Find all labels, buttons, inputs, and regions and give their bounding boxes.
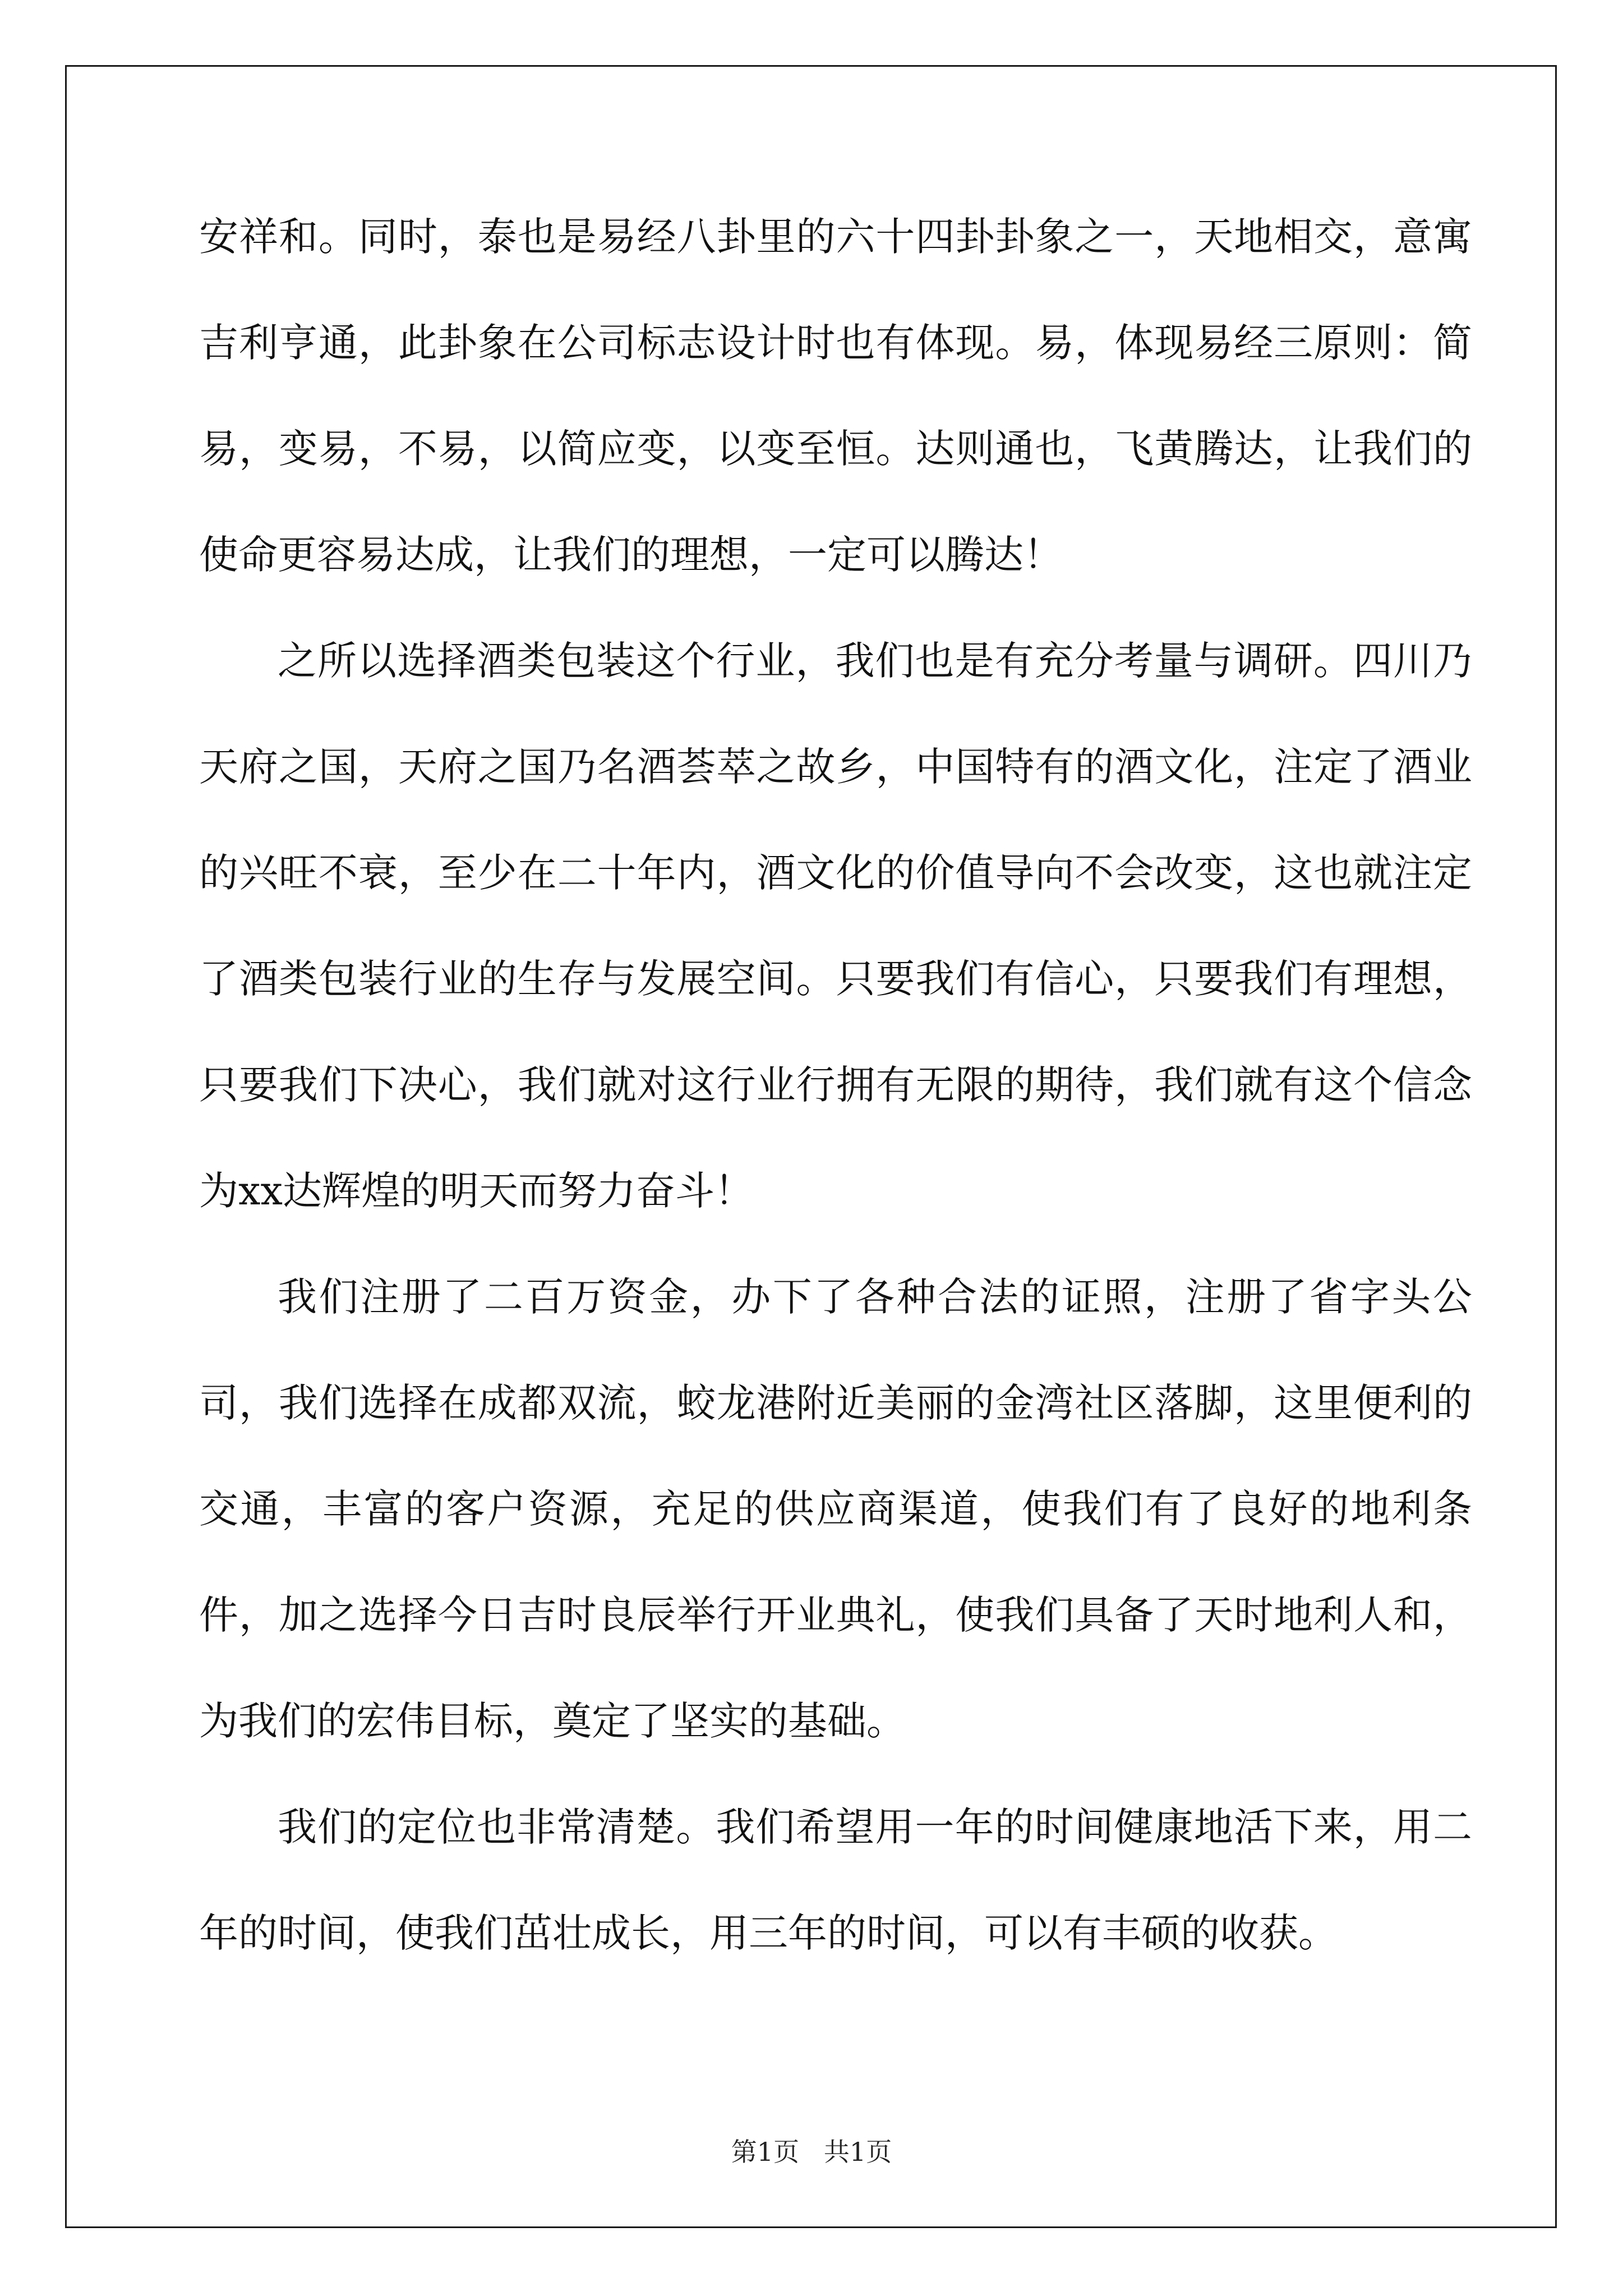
document-body [199, 184, 1472, 1986]
paragraph-1: 安祥和。同时，泰也是易经八卦里的六十四卦卦象之一，天地相交，意寓吉利亨通，此卦象在公司标志设计时也有体现。易，体现易经三原则：简易，变易，不易，以简应变，以变至恒。达则通也，飞黄腾达，让我们的使命更容易达成，让我们的理想，一定可以腾达！ [199, 214, 1472, 578]
page-number-footer: 第1页 共1页 [731, 2137, 892, 2167]
paragraph-4: 我们的定位也非常清楚。我们希望用一年的时间健康地活下来，用二年的时间，使我们茁壮成长，用三年的时间，可以有丰硕的收获。 [199, 1804, 1472, 1956]
paragraph-2: 之所以选择酒类包装这个行业，我们也是有充分考量与调研。四川乃天府之国，天府之国乃名酒荟萃之故乡，中国特有的酒文化，注定了酒业的兴旺不衰，至少在二十年内，酒文化的价值导向不会改变，这也就注定了酒类包装行业的生存与发展空间。只要我们有信心，只要我们有理想，只要我们下决心，我们就对这行业行拥有无限的期待，我们就有这个信念为xx达辉煌的明天而努力奋斗！ [199, 638, 1472, 1214]
paragraph-3: 我们注册了二百万资金，办下了各种合法的证照，注册了省字头公司，我们选择在成都双流，蛟龙港附近美丽的金湾社区落脚，这里便利的交通，丰富的客户资源，充足的供应商渠道，使我们有了良好的地利条件，加之选择今日吉时良辰举行开业典礼，使我们具备了天时地利人和，为我们的宏伟目标，奠定了坚实的基础。 [199, 1274, 1472, 1744]
